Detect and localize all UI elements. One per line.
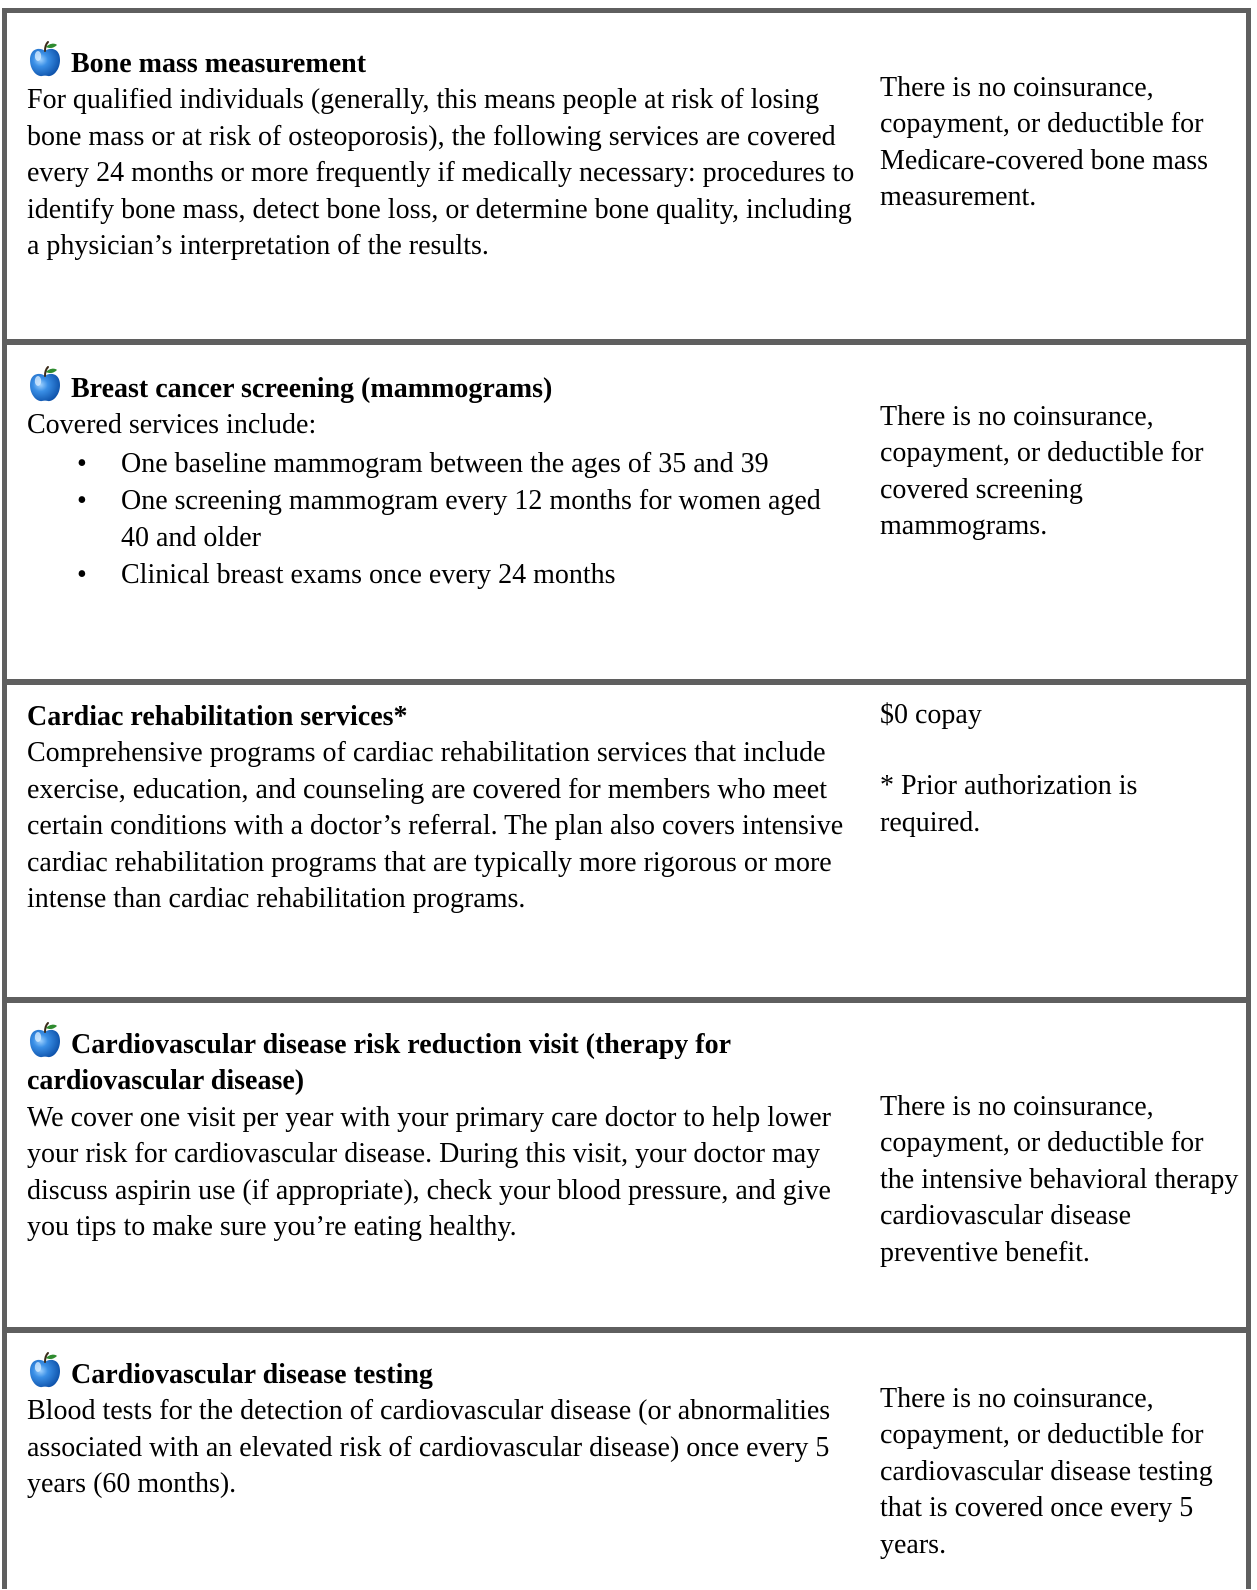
benefit-title: Cardiovascular disease risk reduction visit (therapy for cardiovascular disease) (27, 1021, 855, 1100)
benefit-cost-cell (880, 399, 1240, 545)
benefit-description-cell (27, 699, 855, 917)
benefit-description: We cover one visit per year with your primary care doctor to help lower your risk for cardiovascular disease. During this visit, your doctor may discuss aspirin use (if appropriate), check your blood pressure, and give you tips to make sure you’re eating healthy. (27, 1101, 832, 1243)
benefit-description: For qualified individuals (generally, this means people at risk of losing bone mass or at risk of osteoporosis), the following services are covered every 24 months or more frequently if medically necessary: procedures to identify bone mass, detect bone loss, or determine bone quality, including a physician’s interpretation of the results. (27, 84, 855, 262)
benefit-description-cell (27, 1351, 855, 1503)
benefit-row-cardiovascular-risk-reduction (7, 1003, 1246, 1333)
benefit-description: Covered services include: (27, 409, 317, 441)
apple-icon (27, 40, 63, 78)
apple-icon (27, 1021, 63, 1059)
benefit-description: Comprehensive programs of cardiac rehabilitation services that include exercise, education, and counseling are covered for members who meet certain conditions with a doctor’s referral. The plan also covers intensive cardiac rehabilitation programs that are typically more rigorous or more intense than cardiac rehabilitation programs. (27, 737, 844, 915)
benefit-row-cardiac-rehabilitation (7, 685, 1246, 1003)
benefit-cost: $0 copay (880, 699, 982, 730)
benefit-cost: There is no coinsurance, copayment, or deductible for the intensive behavioral therapy cardiovascular disease preventive benefit. (880, 1091, 1239, 1268)
bullet-icon: • (77, 559, 87, 591)
apple-icon (27, 365, 63, 403)
benefit-title: Cardiac rehabilitation services* (27, 701, 408, 732)
bullet-icon: • (77, 485, 87, 517)
list-item: • One screening mammogram every 12 months for women aged 40 and older (77, 485, 821, 553)
benefit-description: Blood tests for the detection of cardiovascular disease (or abnormalities associated with an elevated risk of cardiovascular disease) once every 5 years (60 months). (27, 1395, 831, 1500)
benefit-cost: There is no coinsurance, copayment, or deductible for cardiovascular disease testing that is covered once every 5 years. (880, 1383, 1213, 1560)
benefit-description-cell (27, 1021, 855, 1245)
covered-services-list (27, 446, 855, 594)
benefit-row-bone-mass (7, 13, 1246, 345)
prior-authorization-note: * Prior authorization is required. (880, 770, 1138, 838)
benefit-description-cell (27, 40, 855, 264)
benefits-table (2, 8, 1251, 1589)
benefit-cost: There is no coinsurance, copayment, or deductible for covered screening mammograms. (880, 401, 1204, 542)
benefit-title: Bone mass measurement (27, 40, 855, 82)
benefit-description-cell (27, 365, 855, 593)
benefit-row-cardiovascular-testing (7, 1333, 1246, 1589)
list-item: • One baseline mammogram between the ages of 35 and 39 (27, 446, 855, 482)
benefit-cost-cell (880, 70, 1240, 216)
benefit-cost-cell (880, 1089, 1240, 1271)
benefit-cost-cell (880, 1381, 1240, 1563)
benefit-title: Cardiovascular disease testing (27, 1351, 855, 1393)
benefit-cost: There is no coinsurance, copayment, or deductible for Medicare-covered bone mass measurement. (880, 72, 1209, 213)
apple-icon (27, 1351, 63, 1389)
list-item: • Clinical breast exams once every 24 months (27, 557, 855, 593)
bullet-icon: • (77, 447, 87, 479)
benefit-cost-cell (880, 697, 1240, 841)
benefit-row-breast-cancer-screening (7, 345, 1246, 685)
benefit-title: Breast cancer screening (mammograms) (27, 365, 855, 407)
